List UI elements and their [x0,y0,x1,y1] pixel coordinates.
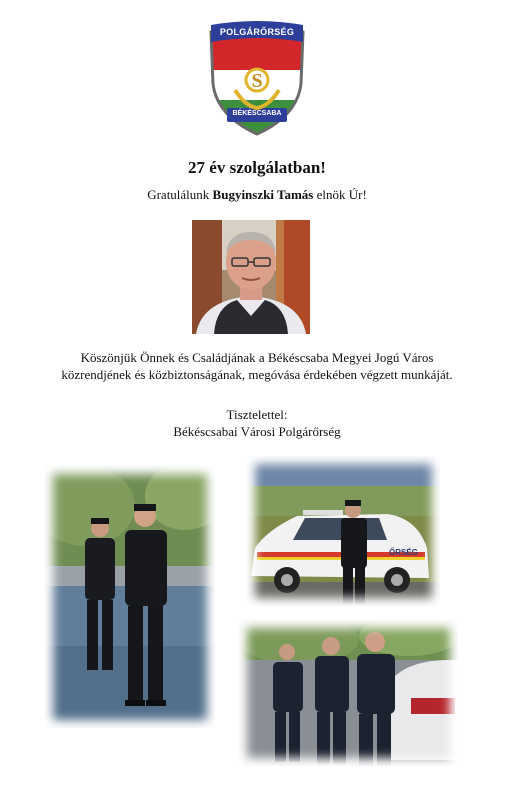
greeting-suffix: elnök Úr! [316,187,367,202]
photo-three-officers [239,620,458,766]
thanks-line-1: Köszönjük Önnek és Családjának a Békéscsaba Megyei Jogú Város [80,350,434,365]
thanks-paragraph [0,349,514,383]
polgarorseg-emblem [205,20,309,136]
thanks-line-2: közrendjének és közbiztonságának, megóvása érdekében végzett munkáját. [61,367,453,382]
emblem-bottom-text: BÉKÉSCSABA [232,110,282,117]
emblem-top-text: POLGÁRŐRSÉG [219,27,295,37]
honoree-name: Bugyinszki Tamás [212,187,314,202]
page-title: 27 év szolgálatban! [188,158,326,177]
signatory: Békéscsabai Városi Polgárőrség [173,424,341,439]
svg-text:S: S [251,70,263,92]
photo-officer-with-car [247,456,440,606]
greeting-line [0,187,514,203]
signature-block [0,406,514,440]
portrait-photo [192,220,310,334]
car-text: ŐRSÉG [389,548,418,557]
greeting-prefix: Gratulálunk [147,187,210,202]
regards-label: Tisztelettel: [226,407,288,422]
photo-two-officers [45,466,215,728]
